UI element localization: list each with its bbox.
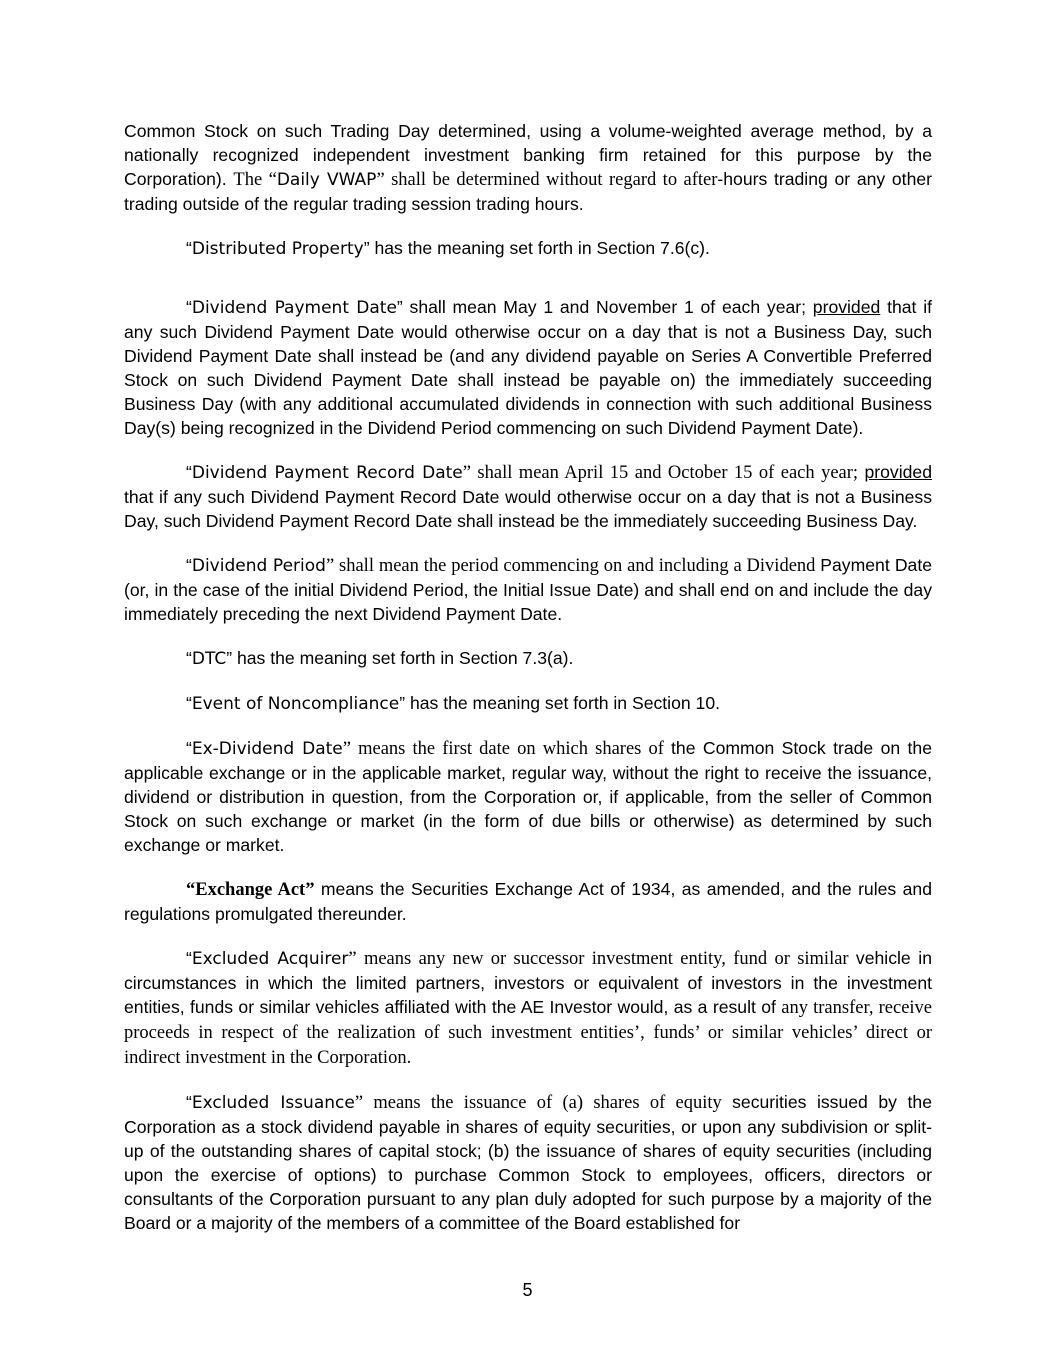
document-body — [124, 119, 932, 1255]
text: “ — [186, 555, 192, 575]
paragraph-dividend-payment-date — [124, 295, 932, 440]
text: The “ — [233, 170, 277, 190]
defined-term: Excluded Issuance — [191, 1093, 355, 1113]
provided-underlined: provided — [864, 462, 932, 482]
text: ” shall mean the period commencing on and including a Dividend — [325, 556, 821, 576]
paragraph-excluded-acquirer — [124, 946, 932, 1070]
defined-term: DTC — [191, 649, 227, 669]
text: “ — [186, 462, 192, 482]
paragraph-excluded-issuance — [124, 1090, 932, 1235]
defined-term: Event of Noncompliance — [191, 694, 400, 714]
defined-term: Dividend Payment Record Date — [191, 463, 463, 483]
text: that if any such Dividend Payment Record Date would otherwise occur on a day that is not a Business Day, such Dividend Payment Record Date shall instead be the immediately succeeding Business Day. — [124, 487, 932, 531]
paragraph-exchange-act — [124, 877, 932, 926]
text: “ — [186, 297, 192, 317]
text: -hours trading or any other trading outside of the regular trading session trading hours. — [124, 169, 932, 214]
text: that if any such Dividend Payment Date would otherwise occur on a day that is not a Business Day, such Dividend Payment Date shall instead be (and any dividend payable on Series A Convertible Preferred Stock on such Dividend Payment Date shall instead be payable on) the immediately succeeding Business Day (with any additional accumulated dividends in connection with such additional Business Day(s) being recognized in the Dividend Period commencing on such Dividend Payment Date). — [124, 297, 932, 438]
paragraph-distributed-property — [124, 236, 932, 261]
text: ” has the meaning set forth in Section 7.6(c). — [363, 238, 710, 258]
text: “ — [186, 1092, 192, 1112]
text: any transfer, receive proceeds in respect of the realization of such investment entities’, funds’ or similar vehicles’ direct or indirect investment in the Corporation. — [124, 998, 933, 1068]
text: ” shall be determined without regard to after — [376, 170, 718, 190]
text: “ — [186, 238, 192, 258]
text: ” has the meaning set forth in Section 10. — [399, 693, 720, 713]
defined-term: Daily VWAP — [276, 170, 377, 190]
text: “ — [186, 648, 192, 668]
page-number: 5 — [522, 1280, 533, 1300]
text: ” has the meaning set forth in Section 7.3(a). — [226, 648, 574, 668]
text: securities issued by the Corporation as a stock dividend payable in shares of equity securities, or upon any subdivision or split-up of the outstanding shares of capital stock; (b) the issuance of shares of equity securities (including upon the exercise of options) to purchase Common Stock to employees, officers, directors or consultants of the Corporation pursuant to any plan duly adopted for such purpose by a majority of the Board or a majority of the members of a committee of the Board established for — [124, 1092, 933, 1233]
text: ” shall mean May 1 and November 1 of each year; — [396, 297, 813, 317]
defined-term: Distributed Property — [191, 239, 364, 259]
paragraph-event-of-noncompliance — [124, 691, 932, 716]
paragraph-daily-vwap — [124, 119, 932, 216]
text: ” means the issuance of (a) shares of equity — [354, 1093, 733, 1113]
defined-term: Dividend Payment Date — [191, 298, 397, 318]
defined-term: Excluded Acquirer — [191, 949, 349, 969]
paragraph-dividend-period — [124, 553, 932, 626]
defined-term: “Exchange Act” — [186, 880, 315, 900]
defined-term: Dividend Period — [191, 556, 326, 576]
text: “ — [186, 948, 192, 968]
text: vehicle in circumstances in which the limited partners, investors or equivalent of investors in the investment entities, funds or similar vehicles affiliated with the AE Investor would, as a result of — [124, 948, 932, 1017]
provided-underlined: provided — [812, 297, 881, 317]
text: “ — [186, 693, 192, 713]
text: “ — [186, 738, 192, 758]
text: ” means the first date on which shares of — [342, 739, 672, 759]
paragraph-dtc — [124, 646, 932, 671]
defined-term: Ex-Dividend Date — [191, 739, 343, 759]
text: means the Securities Exchange Act of 1934, as amended, and the rules and regulations promulgated thereunder. — [124, 879, 932, 924]
text: Payment Date (or, in the case of the initial Dividend Period, the Initial Issue Date) and shall end on and include the day immediately preceding the next Dividend Payment Date. — [124, 555, 933, 624]
paragraph-dividend-payment-record-date — [124, 460, 932, 533]
text: the Common Stock trade on the applicable exchange or in the applicable market, regular way, without the right to receive the issuance, dividend or distribution in question, from the Corporation or, if applicable, from the seller of Common Stock on such exchange or market (in the form of due bills or otherwise) as determined by such exchange or market. — [124, 738, 933, 855]
text: ” shall mean April 15 and October 15 of each year; — [462, 463, 865, 483]
text: ” means any new or successor investment entity, fund or similar — [348, 949, 856, 969]
paragraph-ex-dividend-date — [124, 736, 932, 857]
text: Common Stock on such Trading Day determined, using a volume-weighted average method, by a nationally recognized independent investment banking firm retained for this purpose by the Corporation). — [124, 121, 932, 189]
